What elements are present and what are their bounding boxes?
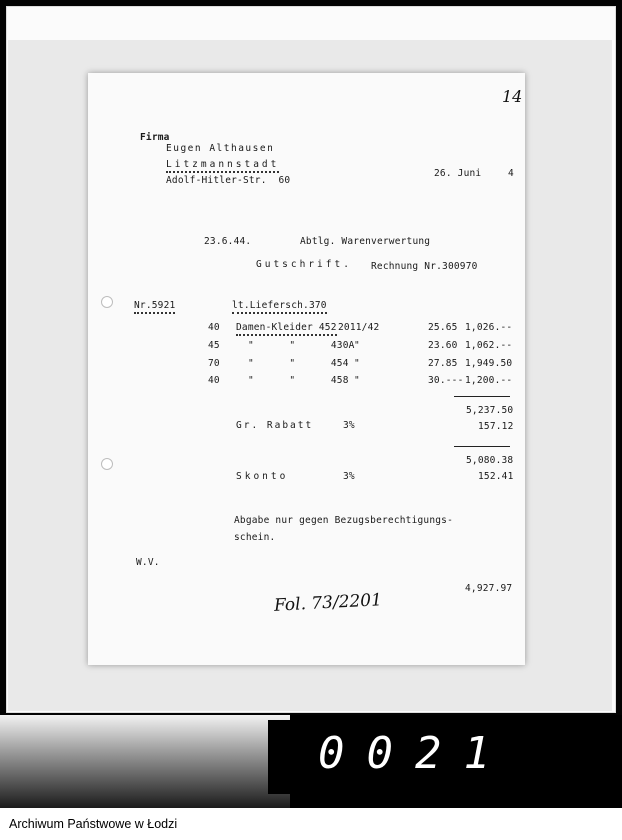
row-total: 1,026.-- <box>465 322 513 333</box>
row-qty: 40 <box>208 322 220 333</box>
rabatt-percent: 3% <box>343 420 355 431</box>
row-price: 27.85 <box>428 358 458 369</box>
row-desc: " " 454 <box>248 358 349 369</box>
sum-rule-1 <box>454 396 510 397</box>
account-number: Nr.5921 <box>134 300 175 314</box>
row-total: 1,062.-- <box>465 340 513 351</box>
sum-rule-2 <box>454 446 510 447</box>
row-total: 1,949.50 <box>465 358 513 369</box>
frame-counter: 0021 <box>318 728 512 779</box>
recipient-city: Litzmannstadt <box>166 159 279 173</box>
punch-hole-top <box>101 296 113 308</box>
recipient-name: Eugen Althausen <box>166 143 275 154</box>
skonto-value: 152.41 <box>478 471 514 482</box>
recipient-street: Adolf-Hitler-Str. 60 <box>166 175 291 186</box>
subtotal-1: 5,237.50 <box>466 405 514 416</box>
row-size: " <box>354 375 360 386</box>
skonto-label: Skonto <box>236 471 289 482</box>
punch-hole-bottom <box>101 458 113 470</box>
row-price: 25.65 <box>428 322 458 333</box>
film-gradient <box>0 715 290 808</box>
final-total: 4,927.97 <box>465 583 513 594</box>
letter-date: 26. Juni <box>434 168 482 179</box>
reference-date: 23.6.44. <box>204 236 252 247</box>
note-line-1: Abgabe nur gegen Bezugsberechtigungs- <box>234 515 454 526</box>
rabatt-value: 157.12 <box>478 421 514 432</box>
row-qty: 45 <box>208 340 220 351</box>
row-price: 30.--- <box>428 375 464 386</box>
handwritten-folio: Fol. 73/2201 <box>273 590 383 616</box>
row-desc: Damen-Kleider 452 <box>236 322 337 336</box>
archive-bar <box>0 808 622 840</box>
row-qty: 70 <box>208 358 220 369</box>
department: Abtlg. Warenverwertung <box>300 236 431 247</box>
firma-label: Firma <box>140 132 170 143</box>
letter-date-year: 4 <box>508 168 514 179</box>
page-mark: 14 <box>502 87 523 106</box>
subtotal-2: 5,080.38 <box>466 455 514 466</box>
lieferschein: lt.Liefersch.370 <box>232 300 327 314</box>
archive-label: Archiwum Państwowe w Łodzi <box>9 817 178 831</box>
document-page <box>88 73 525 665</box>
row-price: 23.60 <box>428 340 458 351</box>
rechnung-number: Rechnung Nr.300970 <box>371 261 478 272</box>
row-size: 2011/42 <box>338 322 380 333</box>
row-total: 1,200.-- <box>465 375 513 386</box>
row-size: " <box>354 358 360 369</box>
row-size: " <box>354 340 360 351</box>
row-desc: " " 430A <box>248 340 355 351</box>
rabatt-label: Gr. Rabatt <box>236 420 314 431</box>
row-desc: " " 458 <box>248 375 349 386</box>
row-qty: 40 <box>208 375 220 386</box>
note-line-2: schein. <box>234 532 276 543</box>
skonto-percent: 3% <box>343 471 355 482</box>
wv-mark: W.V. <box>136 557 160 568</box>
gutschrift-title: Gutschrift. <box>256 259 352 270</box>
